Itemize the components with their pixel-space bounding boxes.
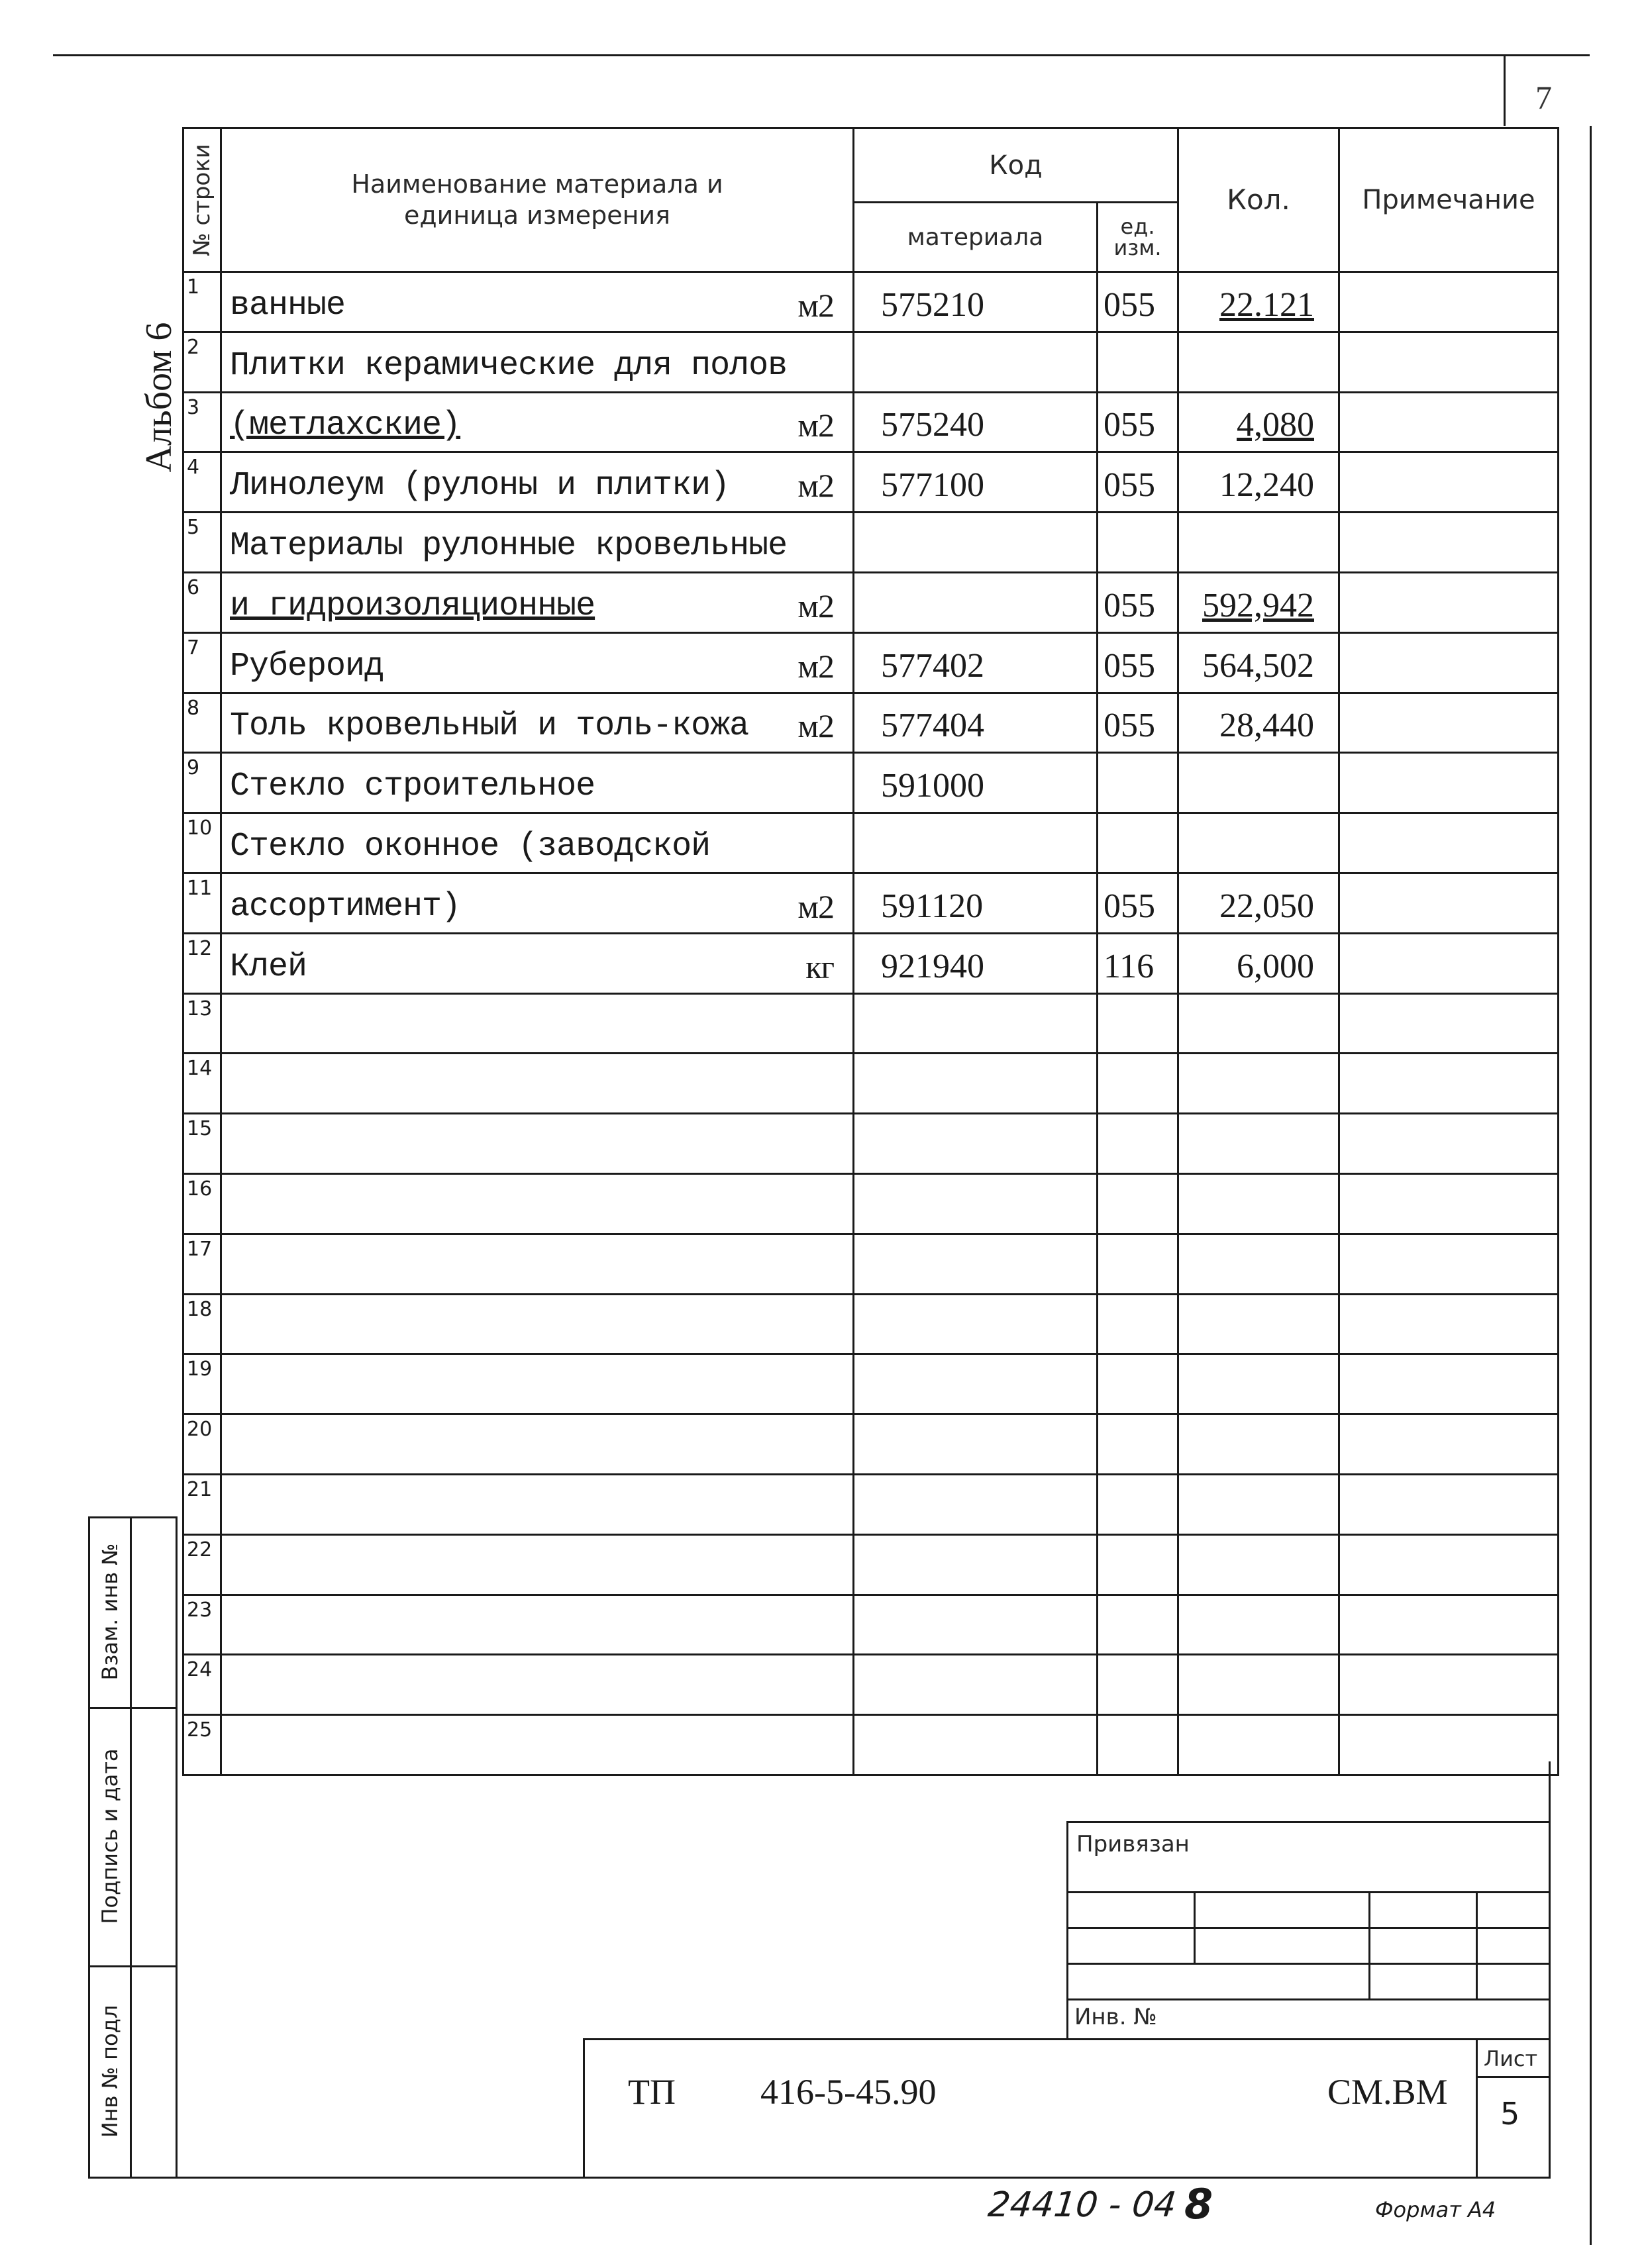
row-number-cell: 2: [183, 332, 221, 392]
table-row: [183, 693, 1559, 753]
frame-right: [1549, 1761, 1551, 2179]
note-cell: [1339, 1534, 1559, 1595]
material-name-cell: [221, 452, 854, 513]
material-table: [182, 127, 1559, 1776]
privyazan-top: [1066, 1821, 1550, 1823]
material-name-cell: [221, 1114, 854, 1174]
note-cell: [1339, 452, 1559, 513]
row-number-cell: 10: [183, 813, 221, 873]
unit-code-cell: 055: [1098, 873, 1178, 933]
quantity-cell: [1178, 1234, 1339, 1294]
material-name-cell: [221, 1354, 854, 1414]
row-number-cell: 15: [183, 1114, 221, 1174]
material-code-cell: [854, 1234, 1098, 1294]
material-code-cell: [854, 1354, 1098, 1414]
quantity-value: 4,080: [1237, 406, 1314, 444]
material-code-cell: [854, 813, 1098, 873]
material-name: Клей: [230, 948, 307, 986]
unit-code-cell: 055: [1098, 693, 1178, 753]
quantity-cell: [1178, 1474, 1339, 1534]
table-row: [183, 1595, 1559, 1655]
unit-code-cell: [1098, 993, 1178, 1054]
quantity-cell: [1178, 392, 1339, 452]
material-code-cell: [854, 1534, 1098, 1595]
quantity-cell: [1178, 1534, 1339, 1595]
material-name-cell: [221, 933, 854, 993]
material-name-cell: [221, 1655, 854, 1715]
material-name-cell: [221, 813, 854, 873]
stamp-mid-line: [130, 1516, 132, 2179]
quantity-cell: [1178, 1173, 1339, 1234]
stamp-sep-2: [88, 1965, 178, 1967]
material-code-cell: [854, 1054, 1098, 1114]
row-number-cell: 23: [183, 1595, 221, 1655]
row-number-cell: 3: [183, 392, 221, 452]
list-label: Лист: [1484, 2046, 1538, 2071]
unit-code-cell: [1098, 753, 1178, 813]
quantity-cell: [1178, 452, 1339, 513]
unit-code-cell: [1098, 513, 1178, 573]
row-number-cell: 16: [183, 1173, 221, 1234]
material-code-cell: [854, 1294, 1098, 1354]
unit-code-cell: [1098, 1715, 1178, 1775]
note-cell: [1339, 1354, 1559, 1414]
row-number-cell: 24: [183, 1655, 221, 1715]
unit-code-cell: [1098, 1655, 1178, 1715]
unit-code-cell: [1098, 813, 1178, 873]
material-code-cell: [854, 1474, 1098, 1534]
row-number-cell: 7: [183, 632, 221, 693]
quantity-value: 28,440: [1219, 707, 1314, 745]
material-name-cell: [221, 873, 854, 933]
table-row: [183, 1534, 1559, 1595]
quantity-cell: [1178, 1414, 1339, 1475]
unit-code-cell: 055: [1098, 272, 1178, 332]
material-code-cell: [854, 332, 1098, 392]
row-number-cell: 25: [183, 1715, 221, 1775]
unit-label: м2: [797, 707, 834, 745]
name-header: Наименование материала и единица измерения: [221, 128, 854, 272]
note-cell: [1339, 873, 1559, 933]
tb-col-1: [1194, 1891, 1196, 1964]
table-row: [183, 572, 1559, 632]
unit-code-cell: [1098, 1234, 1178, 1294]
row-number-cell: 9: [183, 753, 221, 813]
note-cell: [1339, 392, 1559, 452]
table-row: [183, 933, 1559, 993]
row-number-cell: 19: [183, 1354, 221, 1414]
material-name: Линолеум (рулоны и плитки): [230, 467, 730, 505]
material-code-cell: [854, 1114, 1098, 1174]
privyazan-label: Привязан: [1076, 1831, 1190, 1857]
material-name: (метлахские): [230, 407, 461, 445]
list-sep: [1476, 2076, 1550, 2078]
unit-label: м2: [797, 887, 834, 925]
table-row: [183, 1474, 1559, 1534]
table-row: [183, 332, 1559, 392]
material-name: ассортимент): [230, 887, 461, 926]
material-code-cell: 575210: [854, 272, 1098, 332]
unit-code-cell: 055: [1098, 392, 1178, 452]
table-row: [183, 272, 1559, 332]
tb-col-2: [1368, 1891, 1370, 2000]
album-label: Альбом 6: [138, 322, 180, 473]
material-name-cell: [221, 693, 854, 753]
unit-label: м2: [797, 647, 834, 685]
stamp-left-line: [88, 1516, 90, 2179]
unit-code-cell: 055: [1098, 572, 1178, 632]
note-cell: [1339, 1655, 1559, 1715]
unit-label: м2: [797, 286, 834, 324]
quantity-value: 6,000: [1237, 947, 1314, 985]
stamp-right-line: [176, 1516, 178, 2179]
material-name: ванные: [230, 286, 346, 324]
stamp-vzam-inv: Взам. инв №: [97, 1543, 123, 1681]
table-row: [183, 1354, 1559, 1414]
unit-code-cell: [1098, 1534, 1178, 1595]
row-number-cell: 8: [183, 693, 221, 753]
material-name-cell: [221, 1534, 854, 1595]
row-number-cell: 22: [183, 1534, 221, 1595]
quantity-cell: [1178, 1595, 1339, 1655]
row-number-cell: 13: [183, 993, 221, 1054]
quantity-cell: [1178, 1114, 1339, 1174]
unit-code-cell: [1098, 1114, 1178, 1174]
quantity-header: Кол.: [1178, 128, 1339, 272]
note-cell: [1339, 1234, 1559, 1294]
quantity-cell: [1178, 1054, 1339, 1114]
doc-suffix: СМ.ВМ: [1327, 2072, 1448, 2112]
material-name: Плитки керамические для полов: [230, 346, 788, 385]
material-name: Рубероид: [230, 647, 384, 685]
code-group-header: Код: [854, 128, 1178, 203]
material-name-cell: [221, 392, 854, 452]
inv-no-label: Инв. №: [1074, 2004, 1157, 2030]
table-row: [183, 392, 1559, 452]
material-code-cell: [854, 1595, 1098, 1655]
material-name-cell: [221, 632, 854, 693]
handwritten-sheet: 8: [1184, 2180, 1213, 2228]
quantity-value: 564,502: [1202, 646, 1314, 685]
note-cell: [1339, 572, 1559, 632]
note-cell: [1339, 1595, 1559, 1655]
row-number-cell: 21: [183, 1474, 221, 1534]
material-name: Стекло строительное: [230, 767, 595, 806]
list-col: [1476, 2038, 1478, 2177]
quantity-cell: [1178, 572, 1339, 632]
material-name-cell: [221, 332, 854, 392]
code-unit-header: ед. изм.: [1098, 203, 1178, 272]
material-code-cell: 577404: [854, 693, 1098, 753]
doc-prefix: ТП: [628, 2072, 676, 2112]
note-header: Примечание: [1339, 128, 1559, 272]
stamp-sep-1: [88, 1707, 178, 1709]
code-material-header: материала: [854, 203, 1098, 272]
material-name-cell: [221, 1173, 854, 1234]
note-cell: [1339, 632, 1559, 693]
material-name-cell: [221, 1474, 854, 1534]
row-number-cell: 11: [183, 873, 221, 933]
table-row: [183, 1173, 1559, 1234]
unit-code-cell: [1098, 332, 1178, 392]
unit-code-cell: [1098, 1354, 1178, 1414]
table-row: [183, 1414, 1559, 1475]
row-number-cell: 1: [183, 272, 221, 332]
quantity-value: 12,240: [1219, 466, 1314, 505]
table-row: [183, 1234, 1559, 1294]
unit-code-cell: 116: [1098, 933, 1178, 993]
quantity-cell: [1178, 272, 1339, 332]
handwritten-number: 24410 - 04: [986, 2185, 1178, 2225]
table-row: [183, 873, 1559, 933]
material-code-cell: [854, 993, 1098, 1054]
material-name-cell: [221, 1054, 854, 1114]
table-row: [183, 753, 1559, 813]
note-cell: [1339, 272, 1559, 332]
material-name-cell: [221, 1414, 854, 1475]
material-code-cell: [854, 1715, 1098, 1775]
quantity-cell: [1178, 1715, 1339, 1775]
row-number-cell: 4: [183, 452, 221, 513]
quantity-cell: [1178, 332, 1339, 392]
privyazan-left: [1066, 1821, 1068, 2040]
unit-code-cell: [1098, 1595, 1178, 1655]
stamp-bottom-line: [88, 2177, 178, 2179]
material-name-cell: [221, 1294, 854, 1354]
right-frame-line: [1590, 126, 1592, 2245]
row-number-header: № строки: [183, 128, 221, 272]
table-row: [183, 632, 1559, 693]
unit-code-cell: [1098, 1414, 1178, 1475]
unit-label: м2: [797, 467, 834, 505]
note-cell: [1339, 933, 1559, 993]
material-name-cell: [221, 753, 854, 813]
quantity-cell: [1178, 693, 1339, 753]
note-cell: [1339, 332, 1559, 392]
doc-number: 416-5-45.90: [760, 2072, 937, 2112]
note-cell: [1339, 1294, 1559, 1354]
table-row: [183, 1294, 1559, 1354]
material-name: Материалы рулонные кровельные: [230, 526, 788, 565]
doc-left: [583, 2038, 585, 2177]
unit-code-cell: [1098, 1294, 1178, 1354]
row-number-cell: 14: [183, 1054, 221, 1114]
quantity-value: 592,942: [1202, 586, 1314, 624]
material-code-cell: [854, 1173, 1098, 1234]
row-number-cell: 6: [183, 572, 221, 632]
material-name: и гидроизоляционные: [230, 587, 595, 625]
material-name-cell: [221, 1715, 854, 1775]
page-number: 7: [1535, 79, 1552, 116]
quantity-value: 22.121: [1219, 285, 1314, 324]
row-number-cell: 12: [183, 933, 221, 993]
format-label: Формат А4: [1375, 2197, 1496, 2222]
quantity-cell: [1178, 513, 1339, 573]
frame-bottom: [176, 2177, 1550, 2179]
top-rule: [53, 54, 1590, 56]
list-value: 5: [1500, 2096, 1520, 2132]
quantity-cell: [1178, 753, 1339, 813]
material-code-cell: [854, 1414, 1098, 1475]
quantity-cell: [1178, 1354, 1339, 1414]
material-code-cell: 577100: [854, 452, 1098, 513]
material-code-cell: [854, 572, 1098, 632]
note-cell: [1339, 1474, 1559, 1534]
material-code-cell: 921940: [854, 933, 1098, 993]
material-name-cell: [221, 572, 854, 632]
material-name-cell: [221, 1234, 854, 1294]
quantity-cell: [1178, 813, 1339, 873]
quantity-cell: [1178, 1294, 1339, 1354]
stamp-top-line: [88, 1516, 178, 1518]
row-number-cell: 5: [183, 513, 221, 573]
note-cell: [1339, 1173, 1559, 1234]
material-code-cell: 575240: [854, 392, 1098, 452]
note-cell: [1339, 1054, 1559, 1114]
table-row: [183, 1114, 1559, 1174]
note-cell: [1339, 753, 1559, 813]
stamp-inv-podl: Инв № подл: [97, 2004, 123, 2138]
row-number-cell: 20: [183, 1414, 221, 1475]
table-row: [183, 452, 1559, 513]
material-code-cell: 591120: [854, 873, 1098, 933]
unit-label: кг: [805, 948, 834, 985]
material-code-cell: [854, 1655, 1098, 1715]
unit-code-cell: 055: [1098, 632, 1178, 693]
material-code-cell: 577402: [854, 632, 1098, 693]
row-number-cell: 18: [183, 1294, 221, 1354]
table-row: [183, 1715, 1559, 1775]
note-cell: [1339, 993, 1559, 1054]
material-name-cell: [221, 513, 854, 573]
quantity-cell: [1178, 873, 1339, 933]
note-cell: [1339, 513, 1559, 573]
table-row: [183, 813, 1559, 873]
material-code-cell: 591000: [854, 753, 1098, 813]
quantity-cell: [1178, 1655, 1339, 1715]
unit-code-cell: [1098, 1173, 1178, 1234]
quantity-cell: [1178, 632, 1339, 693]
quantity-value: 22,050: [1219, 887, 1314, 925]
tb-col-3: [1476, 1891, 1478, 2000]
row-number-cell: 17: [183, 1234, 221, 1294]
unit-label: м2: [797, 407, 834, 444]
note-cell: [1339, 1114, 1559, 1174]
table-row: [183, 513, 1559, 573]
quantity-cell: [1178, 933, 1339, 993]
material-name-cell: [221, 993, 854, 1054]
quantity-cell: [1178, 993, 1339, 1054]
material-name: Толь кровельный и толь-кожа: [230, 707, 749, 746]
unit-code-cell: 055: [1098, 452, 1178, 513]
note-cell: [1339, 693, 1559, 753]
material-name-cell: [221, 272, 854, 332]
doc-top: [583, 2038, 1550, 2040]
page-number-box-left: [1504, 54, 1506, 126]
table-row: [183, 993, 1559, 1054]
material-name: Стекло оконное (заводской: [230, 827, 711, 865]
material-name-cell: [221, 1595, 854, 1655]
material-code-cell: [854, 513, 1098, 573]
unit-label: м2: [797, 587, 834, 624]
unit-code-cell: [1098, 1474, 1178, 1534]
stamp-podpis-data: Подпись и дата: [97, 1748, 123, 1924]
unit-code-cell: [1098, 1054, 1178, 1114]
note-cell: [1339, 813, 1559, 873]
note-cell: [1339, 1715, 1559, 1775]
table-row: [183, 1054, 1559, 1114]
note-cell: [1339, 1414, 1559, 1475]
table-row: [183, 1655, 1559, 1715]
